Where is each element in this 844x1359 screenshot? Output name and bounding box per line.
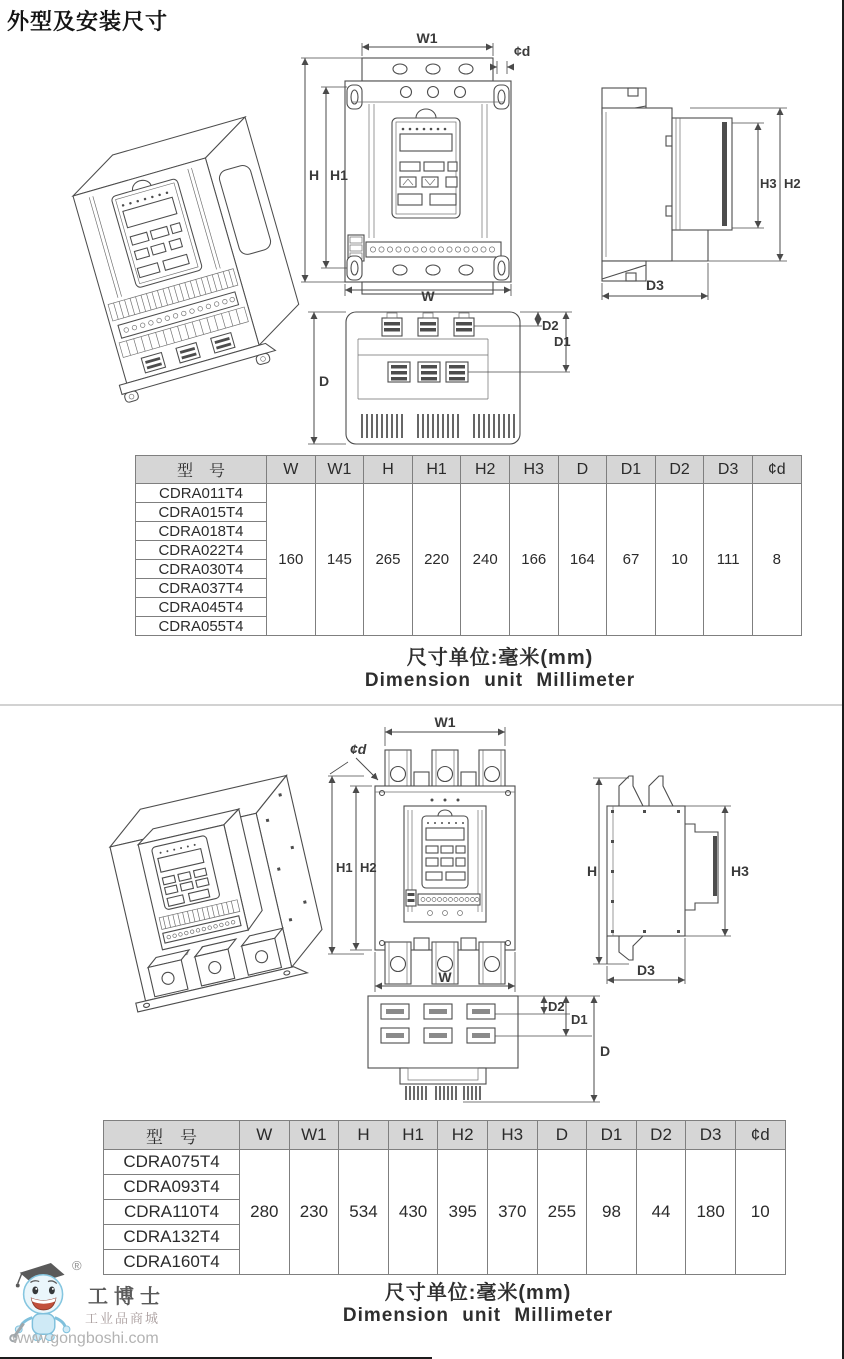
watermark bbox=[6, 1256, 256, 1356]
col-header: D bbox=[538, 1121, 588, 1150]
top-bracket bbox=[619, 776, 643, 806]
col-header: W bbox=[240, 1121, 290, 1150]
col-header: W bbox=[267, 456, 316, 484]
front-view-large bbox=[322, 712, 594, 994]
value-cell: 10 bbox=[656, 484, 705, 636]
col-header: D1 bbox=[607, 456, 656, 484]
dim-label-d2: D2 bbox=[548, 999, 565, 1014]
value-cell: 240 bbox=[461, 484, 510, 636]
value-cell: 160 bbox=[267, 484, 316, 636]
dim-label-h1: H1 bbox=[336, 860, 353, 875]
unit-note-1 bbox=[290, 641, 710, 692]
side-view-small bbox=[572, 68, 840, 310]
side-view-large bbox=[585, 748, 835, 1003]
panel-bar bbox=[713, 836, 717, 896]
col-header: H3 bbox=[510, 456, 559, 484]
dim-label-h2: H2 bbox=[360, 860, 377, 875]
top-bracket bbox=[649, 776, 673, 806]
col-header: H1 bbox=[389, 1121, 439, 1150]
wall-plate bbox=[602, 108, 672, 261]
side-body bbox=[607, 806, 685, 936]
col-header-model: 型 号 bbox=[104, 1121, 240, 1150]
value-cell: 98 bbox=[587, 1150, 637, 1275]
section-divider bbox=[0, 704, 844, 706]
mount-ear bbox=[347, 256, 362, 280]
mount-ear bbox=[494, 85, 509, 109]
col-header: H1 bbox=[413, 456, 462, 484]
isometric-view-small bbox=[35, 80, 293, 400]
display bbox=[426, 828, 464, 840]
dim-label-w: W bbox=[438, 969, 452, 985]
model-cell: CDRA132T4 bbox=[104, 1225, 240, 1250]
dim-label-h: H bbox=[587, 863, 598, 879]
col-header: D bbox=[559, 456, 608, 484]
watermark-tagline: 工业品商城 bbox=[85, 1311, 161, 1326]
value-cell: 44 bbox=[637, 1150, 687, 1275]
value-cell: 166 bbox=[510, 484, 559, 636]
dimension-table-large bbox=[103, 1120, 786, 1275]
dim-label-cd: ¢d bbox=[350, 741, 367, 757]
dim-label-h1: H1 bbox=[330, 167, 348, 183]
value-cell: 8 bbox=[753, 484, 802, 636]
col-header: H bbox=[364, 456, 413, 484]
value-cell: 67 bbox=[607, 484, 656, 636]
value-cell: 111 bbox=[704, 484, 753, 636]
dim-label-d: D bbox=[600, 1043, 611, 1059]
mount-ear bbox=[494, 256, 509, 280]
value-cell: 280 bbox=[240, 1150, 290, 1275]
terminal-row-bottom bbox=[388, 362, 468, 382]
col-header: W1 bbox=[290, 1121, 340, 1150]
dim-label-d1: D1 bbox=[571, 1012, 588, 1027]
dim-label-d: D bbox=[319, 373, 330, 389]
model-cell: CDRA093T4 bbox=[104, 1175, 240, 1200]
keypad bbox=[392, 109, 460, 218]
dim-label-w1: W1 bbox=[434, 714, 456, 730]
col-header-model: 型 号 bbox=[136, 456, 267, 484]
dim-label-w: W bbox=[421, 288, 435, 304]
mount-ear bbox=[347, 85, 362, 109]
col-header: H bbox=[339, 1121, 389, 1150]
model-cell: CDRA075T4 bbox=[104, 1150, 240, 1175]
col-header: D2 bbox=[637, 1121, 687, 1150]
bottom-bracket bbox=[619, 936, 643, 960]
bottom-view-large bbox=[348, 986, 626, 1114]
col-header: W1 bbox=[316, 456, 365, 484]
dim-label-d2: D2 bbox=[542, 318, 559, 333]
value-cell: 145 bbox=[316, 484, 365, 636]
vent-slots bbox=[406, 1086, 480, 1100]
col-header: D1 bbox=[587, 1121, 637, 1150]
unit-note-en: Dimension unit Millimeter bbox=[364, 670, 636, 691]
dimension-table-small bbox=[135, 455, 802, 636]
model-cell: CDRA037T4 bbox=[136, 579, 267, 598]
unit-note-en: Dimension unit Millimeter bbox=[342, 1305, 614, 1326]
dim-label-d1: D1 bbox=[554, 334, 571, 349]
registered-mark: ® bbox=[72, 1258, 82, 1273]
dim-label-h2: H2 bbox=[784, 176, 801, 191]
value-cell: 164 bbox=[559, 484, 608, 636]
control-unit bbox=[404, 806, 486, 922]
unit-note-cn: 尺寸单位:毫米(mm) bbox=[384, 1282, 572, 1304]
col-header: D2 bbox=[656, 456, 705, 484]
stop-reset-button bbox=[446, 872, 465, 880]
bottom-mount-bracket bbox=[602, 261, 646, 281]
value-cell: 180 bbox=[686, 1150, 736, 1275]
stop-reset-button bbox=[430, 194, 456, 205]
display bbox=[400, 134, 452, 151]
watermark-url: www.gongboshi.com bbox=[12, 1330, 159, 1347]
model-cell: CDRA055T4 bbox=[136, 617, 267, 636]
unit-note-2 bbox=[268, 1276, 688, 1327]
model-cell: CDRA018T4 bbox=[136, 522, 267, 541]
bottom-tab bbox=[400, 1068, 486, 1084]
run-button bbox=[398, 194, 422, 205]
unit-note-cn: 尺寸单位:毫米(mm) bbox=[406, 647, 594, 669]
model-cell: CDRA022T4 bbox=[136, 541, 267, 560]
dim-label-w1: W1 bbox=[416, 30, 438, 46]
col-header: ¢d bbox=[753, 456, 802, 484]
col-header: D3 bbox=[704, 456, 753, 484]
dim-label-cd: ¢d bbox=[514, 43, 531, 59]
value-cell: 230 bbox=[290, 1150, 340, 1275]
col-header: D3 bbox=[686, 1121, 736, 1150]
model-cell: CDRA160T4 bbox=[104, 1250, 240, 1275]
dim-label-d3: D3 bbox=[646, 277, 664, 293]
col-header: ¢d bbox=[736, 1121, 786, 1150]
col-header: H3 bbox=[488, 1121, 538, 1150]
col-header: H2 bbox=[438, 1121, 488, 1150]
value-cell: 10 bbox=[736, 1150, 786, 1275]
run-button bbox=[426, 872, 442, 880]
model-cell: CDRA045T4 bbox=[136, 598, 267, 617]
model-cell: CDRA110T4 bbox=[104, 1200, 240, 1225]
dim-label-h3: H3 bbox=[731, 863, 749, 879]
value-cell: 370 bbox=[488, 1150, 538, 1275]
value-cell: 534 bbox=[339, 1150, 389, 1275]
dim-label-h3: H3 bbox=[760, 176, 777, 191]
heatsink-bar bbox=[722, 122, 727, 226]
page-title: 外型及安装尺寸 bbox=[7, 9, 169, 34]
front-view-small bbox=[293, 30, 551, 302]
isometric-view-large bbox=[88, 772, 308, 1047]
watermark-brand: 工博士 bbox=[88, 1286, 166, 1308]
dim-label-h: H bbox=[309, 167, 320, 183]
model-cell: CDRA011T4 bbox=[136, 484, 267, 503]
col-header: H2 bbox=[461, 456, 510, 484]
value-cell: 430 bbox=[389, 1150, 439, 1275]
model-cell: CDRA030T4 bbox=[136, 560, 267, 579]
dim-label-d3: D3 bbox=[637, 962, 655, 978]
value-cell: 220 bbox=[413, 484, 462, 636]
bottom-view-small bbox=[288, 296, 580, 456]
model-cell: CDRA015T4 bbox=[136, 503, 267, 522]
value-cell: 395 bbox=[438, 1150, 488, 1275]
value-cell: 255 bbox=[538, 1150, 588, 1275]
value-cell: 265 bbox=[364, 484, 413, 636]
